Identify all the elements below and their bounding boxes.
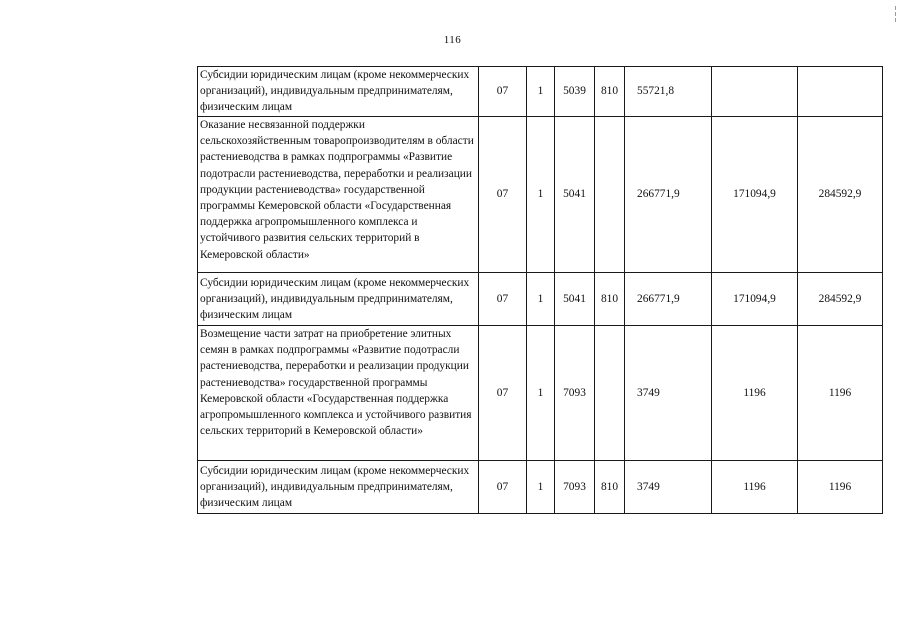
row-name-cell: Субсидии юридическим лицам (кроме некоммерческих организаций), индивидуальным предпринимателям, физическим лицам (198, 461, 479, 514)
table-row (198, 117, 883, 273)
expense-type-cell: 810 (595, 67, 625, 117)
row-name-cell: Возмещение части затрат на приобретение элитных семян в рамках подпрограммы «Развитие подотрасли растениеводства, переработки и реализации продукции растениеводства» государственной программы Кемеровской области «Государственная поддержка агропромышленного комплекса и устойчивого развития сельских территорий в Кемеровской области» (198, 326, 479, 461)
sum-year1-cell: 266771,9 (625, 117, 712, 273)
sum-year3-cell (798, 67, 883, 117)
section-cell: 07 (479, 117, 527, 273)
row-name-cell: Субсидии юридическим лицам (кроме некоммерческих организаций), индивидуальным предпринимателям, физическим лицам (198, 273, 479, 326)
table-row (198, 67, 883, 117)
table-row (198, 326, 883, 461)
budget-table (197, 66, 883, 514)
sum-year2-cell: 171094,9 (712, 273, 798, 326)
sum-year2-cell: 1196 (712, 326, 798, 461)
sum-year2-cell: 171094,9 (712, 117, 798, 273)
row-name-cell: Субсидии юридическим лицам (кроме некоммерческих организаций), индивидуальным предпринимателям, физическим лицам (198, 67, 479, 117)
target-cell: 7093 (555, 326, 595, 461)
expense-type-cell: 810 (595, 273, 625, 326)
expense-type-cell (595, 117, 625, 273)
row-name-cell: Оказание несвязанной поддержки сельскохозяйственным товаропроизводителям в области растениеводства в рамках подпрограммы «Развитие подотрасли растениеводства, переработки и реализации продукции растениеводства» государственной программы Кемеровской области «Государственная поддержка агропромышленного комплекса и устойчивого развития сельских территорий в Кемеровской области» (198, 117, 479, 273)
subsection-cell: 1 (527, 326, 555, 461)
table-row (198, 461, 883, 514)
page-number: 116 (443, 34, 462, 46)
sum-year1-cell: 3749 (625, 461, 712, 514)
target-cell: 5041 (555, 117, 595, 273)
sum-year3-cell: 284592,9 (798, 273, 883, 326)
sum-year1-cell: 266771,9 (625, 273, 712, 326)
section-cell: 07 (479, 273, 527, 326)
subsection-cell: 1 (527, 273, 555, 326)
section-cell: 07 (479, 67, 527, 117)
sum-year3-cell: 284592,9 (798, 117, 883, 273)
target-cell: 7093 (555, 461, 595, 514)
section-cell: 07 (479, 461, 527, 514)
target-cell: 5039 (555, 67, 595, 117)
subsection-cell: 1 (527, 117, 555, 273)
sum-year2-cell: 1196 (712, 461, 798, 514)
expense-type-cell: 810 (595, 461, 625, 514)
subsection-cell: 1 (527, 461, 555, 514)
subsection-cell: 1 (527, 67, 555, 117)
table-row (198, 273, 883, 326)
sum-year1-cell: 55721,8 (625, 67, 712, 117)
sum-year3-cell: 1196 (798, 461, 883, 514)
sum-year1-cell: 3749 (625, 326, 712, 461)
sum-year3-cell: 1196 (798, 326, 883, 461)
sum-year2-cell (712, 67, 798, 117)
scan-edge-marks (895, 6, 897, 24)
expense-type-cell (595, 326, 625, 461)
target-cell: 5041 (555, 273, 595, 326)
section-cell: 07 (479, 326, 527, 461)
